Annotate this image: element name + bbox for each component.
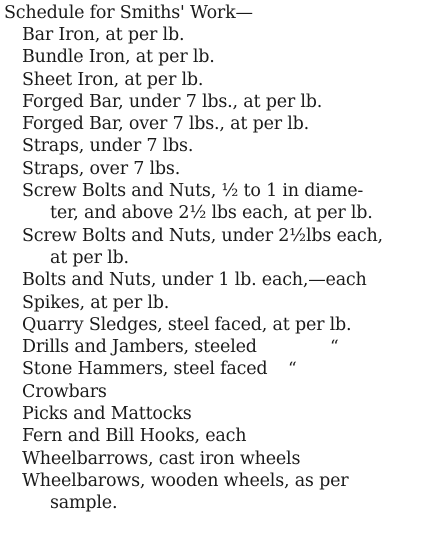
- item-text: Sheet Iron, at per lb.: [22, 69, 204, 90]
- list-item: [22, 24, 424, 46]
- item-text: Screw Bolts and Nuts, under 2½lbs each,: [22, 225, 383, 246]
- item-text: Fern and Bill Hooks, each: [22, 426, 247, 447]
- item-continuation: at per lb.: [50, 247, 129, 268]
- item-continuation: sample.: [50, 493, 118, 514]
- item-text: Drills and Jambers, steeled: [22, 337, 257, 358]
- list-item: [22, 46, 424, 68]
- list-item: [22, 113, 424, 135]
- list-item: [22, 225, 424, 270]
- list-item: [22, 470, 424, 515]
- item-text: Straps, under 7 lbs.: [22, 136, 194, 157]
- item-text: Screw Bolts and Nuts, ½ to 1 in diame-: [22, 181, 364, 202]
- item-text: Stone Hammers, steel faced: [22, 359, 268, 380]
- list-item: [22, 358, 424, 380]
- item-text: Picks and Mattocks: [22, 404, 192, 425]
- list-item: [22, 314, 424, 336]
- list-item: [22, 69, 424, 91]
- item-text: Wheelbarrows, cast iron wheels: [22, 448, 301, 469]
- item-text: Crowbars: [22, 381, 107, 402]
- ditto-mark: “: [330, 337, 339, 358]
- list-item: [22, 448, 424, 470]
- list-item: [22, 403, 424, 425]
- item-text: Straps, over 7 lbs.: [22, 158, 181, 179]
- item-text: Forged Bar, over 7 lbs., at per lb.: [22, 114, 310, 135]
- schedule-list: [22, 24, 424, 515]
- list-item: [22, 336, 424, 358]
- item-text: Quarry Sledges, steel faced, at per lb.: [22, 314, 352, 335]
- item-text: Bar Iron, at per lb.: [22, 25, 185, 45]
- ditto-mark: “: [288, 359, 297, 380]
- item-continuation: ter, and above 2½ lbs each, at per lb.: [50, 203, 373, 224]
- list-item: [22, 269, 424, 291]
- list-item: [22, 91, 424, 113]
- list-item: [22, 158, 424, 180]
- item-text: Bolts and Nuts, under 1 lb. each,—each: [22, 270, 367, 291]
- item-text: Spikes, at per lb.: [22, 292, 170, 313]
- list-item: [22, 292, 424, 314]
- schedule-heading: Schedule for Smiths' Work—: [4, 3, 253, 23]
- list-item: [22, 425, 424, 447]
- list-item: [22, 135, 424, 157]
- item-text: Forged Bar, under 7 lbs., at per lb.: [22, 91, 323, 112]
- list-item: [22, 381, 424, 403]
- item-text: Bundle Iron, at per lb.: [22, 47, 215, 68]
- item-text: Wheelbarows, wooden wheels, as per: [22, 470, 349, 491]
- list-item: [22, 180, 424, 225]
